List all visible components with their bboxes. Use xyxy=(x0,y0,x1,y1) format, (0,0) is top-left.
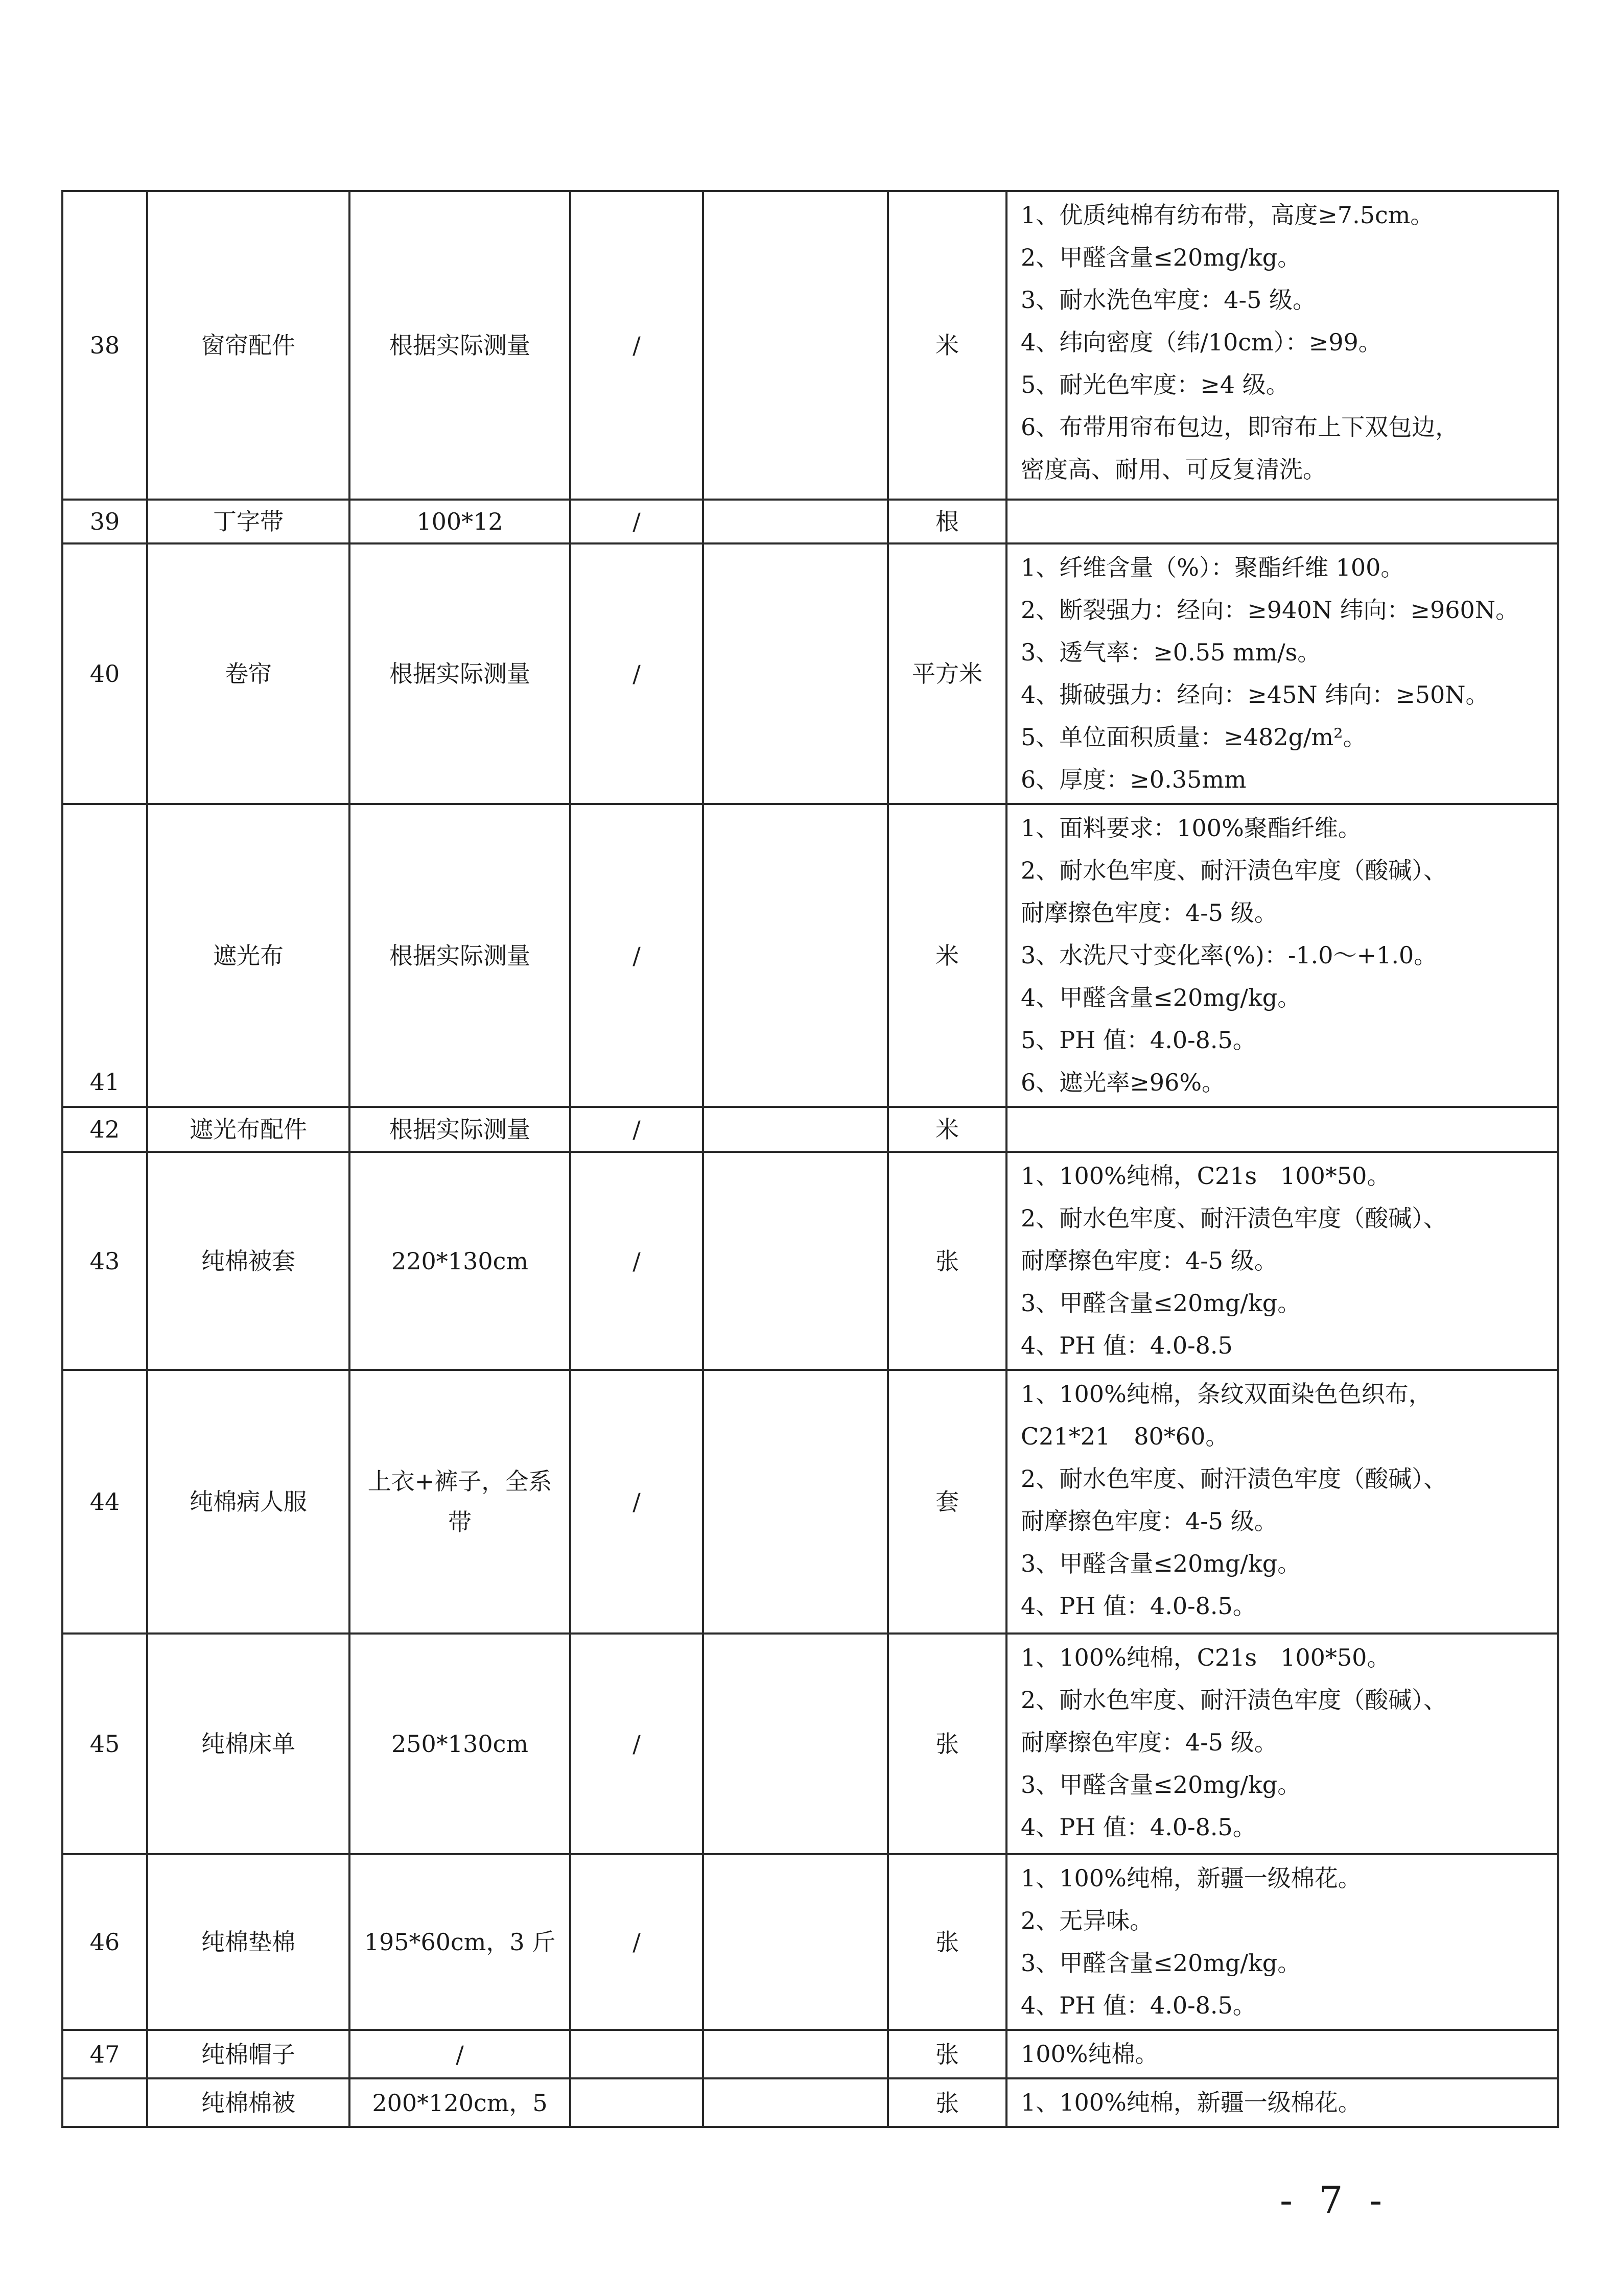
table-row xyxy=(62,804,1558,1107)
spec-line: 1、100%纯棉，C21s 100*50。 xyxy=(1021,1644,1391,1671)
table-row xyxy=(62,2030,1558,2078)
item-col5 xyxy=(703,1152,888,1370)
spec-line: 1、100%纯棉，C21s 100*50。 xyxy=(1021,1162,1391,1190)
item-spec-size: 根据实际测量 xyxy=(349,1107,570,1152)
item-col5 xyxy=(703,1854,888,2030)
item-col5 xyxy=(703,191,888,500)
item-name: 纯棉床单 xyxy=(147,1634,349,1854)
item-name: 纯棉帽子 xyxy=(147,2030,349,2078)
item-specification xyxy=(1006,1107,1558,1152)
spec-line: 1、纤维含量（%）：聚酯纤维 100。 xyxy=(1021,554,1404,581)
row-number: 40 xyxy=(62,543,147,804)
item-col5 xyxy=(703,2078,888,2127)
spec-line: 耐摩擦色牢度：4-5 级。 xyxy=(1021,1507,1278,1535)
item-col4: / xyxy=(570,543,703,804)
item-specification xyxy=(1006,1634,1558,1854)
spec-line: 3、甲醛含量≤20mg/kg。 xyxy=(1021,1771,1301,1798)
row-number: 41 xyxy=(62,804,147,1107)
item-spec-size: 根据实际测量 xyxy=(349,191,570,500)
item-name: 窗帘配件 xyxy=(147,191,349,500)
row-number: 47 xyxy=(62,2030,147,2078)
page-number: - 7 - xyxy=(1280,2179,1390,2222)
item-spec-size: 根据实际测量 xyxy=(349,804,570,1107)
spec-line: 2、无异味。 xyxy=(1021,1907,1154,1934)
table-row xyxy=(62,543,1558,804)
item-spec-size: 200*120cm，5 xyxy=(349,2078,570,2127)
item-name: 纯棉被套 xyxy=(147,1152,349,1370)
spec-line: 2、甲醛含量≤20mg/kg。 xyxy=(1021,244,1301,271)
row-number: 39 xyxy=(62,500,147,543)
spec-line: 3、透气率：≥0.55 mm/s。 xyxy=(1021,638,1321,666)
item-specification xyxy=(1006,2030,1558,2078)
spec-table-body xyxy=(62,191,1558,2127)
row-number: 44 xyxy=(62,1370,147,1634)
item-name: 遮光布配件 xyxy=(147,1107,349,1152)
item-col4: / xyxy=(570,1854,703,2030)
item-unit: 平方米 xyxy=(888,543,1006,804)
item-col5 xyxy=(703,1370,888,1634)
item-spec-size: 100*12 xyxy=(349,500,570,543)
item-col4: / xyxy=(570,1152,703,1370)
spec-line: 2、耐水色牢度、耐汗渍色牢度（酸碱）、 xyxy=(1021,1686,1447,1714)
item-name: 纯棉病人服 xyxy=(147,1370,349,1634)
item-col5 xyxy=(703,1107,888,1152)
spec-line: 耐摩擦色牢度：4-5 级。 xyxy=(1021,1247,1278,1274)
item-col4: / xyxy=(570,1107,703,1152)
item-spec-size: 250*130cm xyxy=(349,1634,570,1854)
item-name: 遮光布 xyxy=(147,804,349,1107)
spec-line: 1、100%纯棉，条纹双面染色色织布， xyxy=(1021,1380,1432,1408)
spec-line: 密度高、耐用、可反复清洗。 xyxy=(1021,456,1326,483)
spec-line: 4、PH 值：4.0-8.5。 xyxy=(1021,1813,1256,1841)
spec-line: 4、PH 值：4.0-8.5 xyxy=(1021,1332,1233,1359)
spec-line: 1、100%纯棉，新疆一级棉花。 xyxy=(1021,2089,1362,2116)
row-number: 45 xyxy=(62,1634,147,1854)
spec-line: 5、耐光色牢度：≥4 级。 xyxy=(1021,371,1290,398)
item-name: 纯棉垫棉 xyxy=(147,1854,349,2030)
spec-line: 3、水洗尺寸变化率(%)：-1.0～+1.0。 xyxy=(1021,941,1438,969)
spec-line: 4、撕破强力：经向：≥45N 纬向：≥50N。 xyxy=(1021,681,1489,708)
item-specification xyxy=(1006,1152,1558,1370)
item-unit: 根 xyxy=(888,500,1006,543)
item-specification xyxy=(1006,2078,1558,2127)
spec-line: 3、甲醛含量≤20mg/kg。 xyxy=(1021,1289,1301,1317)
spec-line: 100%纯棉。 xyxy=(1021,2040,1159,2068)
item-col4: / xyxy=(570,191,703,500)
spec-line: 6、遮光率≥96%。 xyxy=(1021,1069,1226,1096)
row-number: 46 xyxy=(62,1854,147,2030)
item-specification xyxy=(1006,1370,1558,1634)
spec-line: 2、耐水色牢度、耐汗渍色牢度（酸碱）、 xyxy=(1021,857,1447,884)
item-col4 xyxy=(570,2078,703,2127)
item-specification xyxy=(1006,804,1558,1107)
table-row xyxy=(62,1370,1558,1634)
table-row xyxy=(62,1854,1558,2030)
item-spec-size: 195*60cm，3 斤 xyxy=(349,1854,570,2030)
item-unit: 米 xyxy=(888,804,1006,1107)
item-col4: / xyxy=(570,1370,703,1634)
item-unit: 张 xyxy=(888,1854,1006,2030)
item-spec-size: 220*130cm xyxy=(349,1152,570,1370)
item-spec-size: / xyxy=(349,2030,570,2078)
table-row xyxy=(62,1107,1558,1152)
spec-line: 耐摩擦色牢度：4-5 级。 xyxy=(1021,899,1278,927)
item-specification xyxy=(1006,543,1558,804)
item-col4: / xyxy=(570,1634,703,1854)
table-row xyxy=(62,2078,1558,2127)
item-col5 xyxy=(703,804,888,1107)
item-unit: 套 xyxy=(888,1370,1006,1634)
item-specification xyxy=(1006,1854,1558,2030)
spec-line: 5、单位面积质量：≥482g/m²。 xyxy=(1021,723,1367,751)
item-specification xyxy=(1006,500,1558,543)
row-number xyxy=(62,2078,147,2127)
spec-line: 6、厚度：≥0.35mm xyxy=(1021,766,1247,793)
item-name: 纯棉棉被 xyxy=(147,2078,349,2127)
spec-line: 4、PH 值：4.0-8.5。 xyxy=(1021,1992,1256,2019)
spec-line: 1、优质纯棉有纺布带，高度≥7.5cm。 xyxy=(1021,201,1434,229)
spec-line: 4、纬向密度（纬/10cm）：≥99。 xyxy=(1021,328,1382,356)
item-spec-size: 上衣+裤子，全系带 xyxy=(349,1370,570,1634)
item-unit: 米 xyxy=(888,1107,1006,1152)
item-col4: / xyxy=(570,804,703,1107)
item-unit: 张 xyxy=(888,2078,1006,2127)
spec-line: 3、耐水洗色牢度：4-5 级。 xyxy=(1021,286,1316,314)
row-number: 38 xyxy=(62,191,147,500)
item-col4 xyxy=(570,2030,703,2078)
row-number: 43 xyxy=(62,1152,147,1370)
spec-line: 2、耐水色牢度、耐汗渍色牢度（酸碱）、 xyxy=(1021,1465,1447,1493)
spec-line: 1、100%纯棉，新疆一级棉花。 xyxy=(1021,1864,1362,1892)
spec-line: 5、PH 值：4.0-8.5。 xyxy=(1021,1026,1256,1054)
spec-line: 3、甲醛含量≤20mg/kg。 xyxy=(1021,1949,1301,1977)
row-number: 42 xyxy=(62,1107,147,1152)
spec-line: 3、甲醛含量≤20mg/kg。 xyxy=(1021,1550,1301,1577)
item-col5 xyxy=(703,543,888,804)
item-unit: 米 xyxy=(888,191,1006,500)
item-unit: 张 xyxy=(888,1634,1006,1854)
item-col5 xyxy=(703,2030,888,2078)
spec-line: 4、甲醛含量≤20mg/kg。 xyxy=(1021,984,1301,1011)
item-unit: 张 xyxy=(888,2030,1006,2078)
spec-line: 6、布带用帘布包边，即帘布上下双包边， xyxy=(1021,413,1459,441)
item-name: 卷帘 xyxy=(147,543,349,804)
spec-line: 1、面料要求：100%聚酯纤维。 xyxy=(1021,814,1362,842)
item-spec-size: 根据实际测量 xyxy=(349,543,570,804)
table-row xyxy=(62,1634,1558,1854)
spec-line: 2、耐水色牢度、耐汗渍色牢度（酸碱）、 xyxy=(1021,1204,1447,1232)
item-col5 xyxy=(703,1634,888,1854)
item-col5 xyxy=(703,500,888,543)
spec-line: 4、PH 值：4.0-8.5。 xyxy=(1021,1592,1256,1620)
item-name: 丁字带 xyxy=(147,500,349,543)
table-row xyxy=(62,191,1558,500)
spec-line: 2、断裂强力：经向：≥940N 纬向：≥960N。 xyxy=(1021,596,1519,624)
spec-line: C21*21 80*60。 xyxy=(1021,1423,1229,1450)
item-col4: / xyxy=(570,500,703,543)
table-row xyxy=(62,500,1558,543)
item-unit: 张 xyxy=(888,1152,1006,1370)
spec-table xyxy=(61,190,1559,2128)
spec-line: 耐摩擦色牢度：4-5 级。 xyxy=(1021,1729,1278,1756)
table-row xyxy=(62,1152,1558,1370)
item-specification xyxy=(1006,191,1558,500)
